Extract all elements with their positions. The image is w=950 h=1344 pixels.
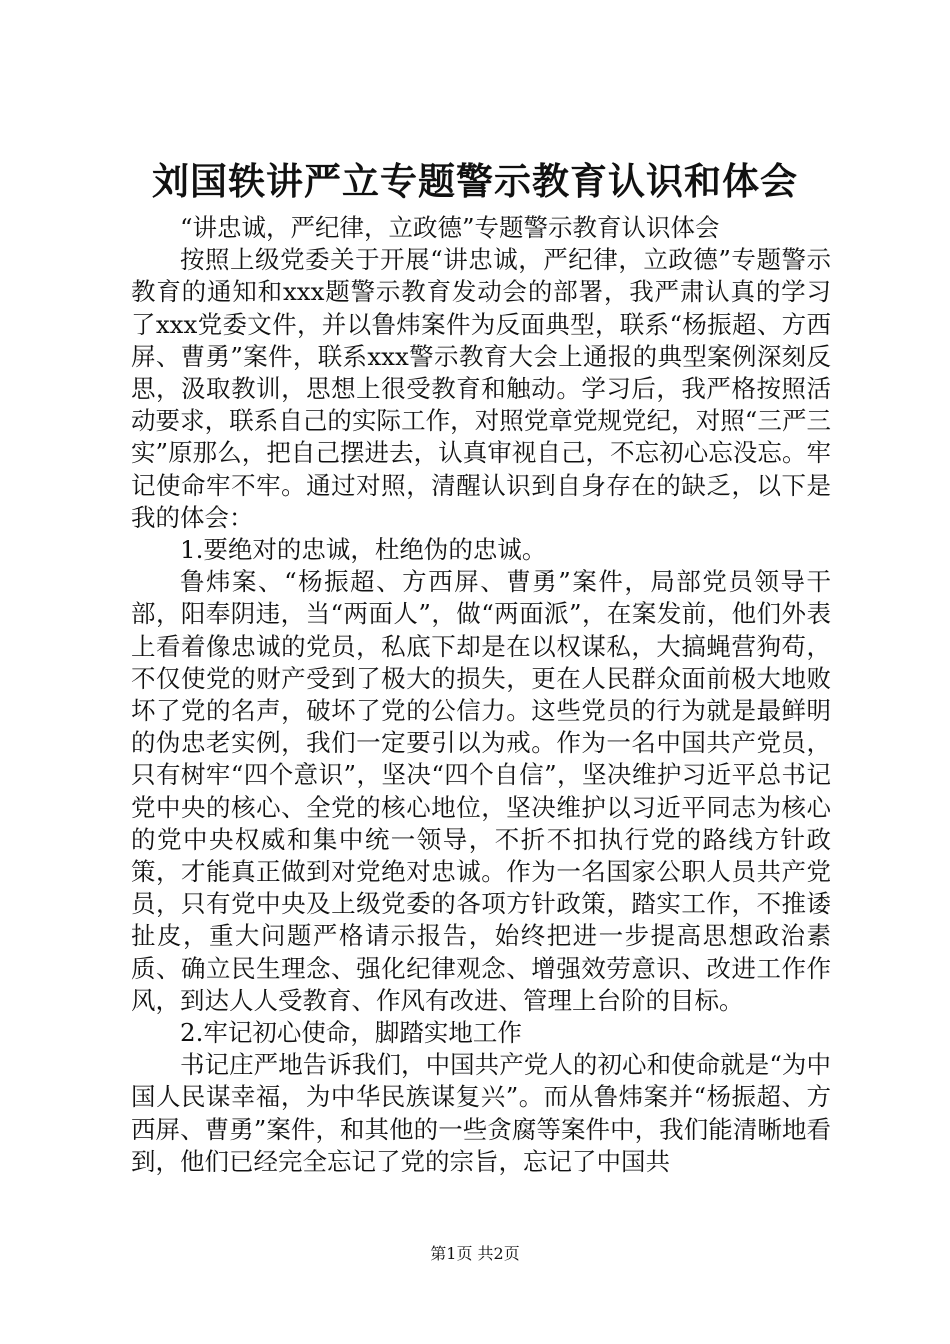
document-title: 刘国轶讲严立专题警示教育认识和体会	[152, 159, 798, 203]
subtitle-paragraph: “讲忠诚，严纪律，立政德”专题警示教育认识体会	[180, 213, 720, 242]
document-body	[131, 212, 831, 1178]
page-number-footer: 第1页 共2页	[430, 1244, 520, 1263]
section-2-paragraph: 书记庄严地告诉我们，中国共产党人的初心和使命就是“为中国人民谋幸福，为中华民族谋复兴”。而从鲁炜案并“杨振超、方西屏、曹勇”案件，和其他的一些贪腐等案件中，我们能清晰地看到，他们已经完全忘记了党的宗旨，忘记了中国共	[131, 1050, 831, 1176]
section-heading-2: 2.牢记初心使命，脚踏实地工作	[180, 1018, 522, 1048]
section-1-paragraph: 鲁炜案、“杨振超、方西屏、曹勇”案件，局部党员领导干部，阳奉阴违，当“两面人”，做“两面派”，在案发前，他们外表上看着像忠诚的党员，私底下却是在以权谋私，大搞蝇营狗苟，不仅使党的财产受到了极大的损失，更在人民群众面前极大地败坏了党的名声，破坏了党的公信力。这些党员的行为就是最鲜明的伪忠老实例，我们一定要引以为戒。作为一名中国共产党员，只有树牢“四个意识”，坚决“四个自信”，坚决维护习近平总书记党中央的核心、全党的核心地位，坚决维护以习近平同志为核心的党中央权威和集中统一领导，不折不扣执行党的路线方针政策，才能真正做到对党绝对忠诚。作为一名国家公职人员共产党员，只有党中央及上级党委的各项方针政策，踏实工作，不推诿扯皮，重大问题严格请示报告，始终把进一步提高思想政治素质、确立民生理念、强化纪律观念、增强效劳意识、改进工作作风，到达人人受教育、作风有改进、管理上台阶的目标。	[131, 567, 831, 1015]
intro-paragraph: 按照上级党委关于开展“讲忠诚，严纪律，立政德”专题警示教育的通知和xxx题警示教育发动会的部署，我严肃认真的学习了xxx党委文件，并以鲁炜案件为反面典型，联系“杨振超、方西屏、曹勇”案件，联系xxx警示教育大会上通报的典型案例深刻反思，汲取教训，思想上很受教育和触动。学习后，我严格按照活动要求，联系自己的实际工作，对照党章党规党纪，对照“三严三实”原那么，把自己摆进去，认真审视自己，不忘初心忘没忘。牢记使命牢不牢。通过对照，清醒认识到自身存在的缺乏，以下是我的体会：	[131, 245, 831, 532]
section-heading-1: 1.要绝对的忠诚，杜绝伪的忠诚。	[180, 535, 547, 565]
